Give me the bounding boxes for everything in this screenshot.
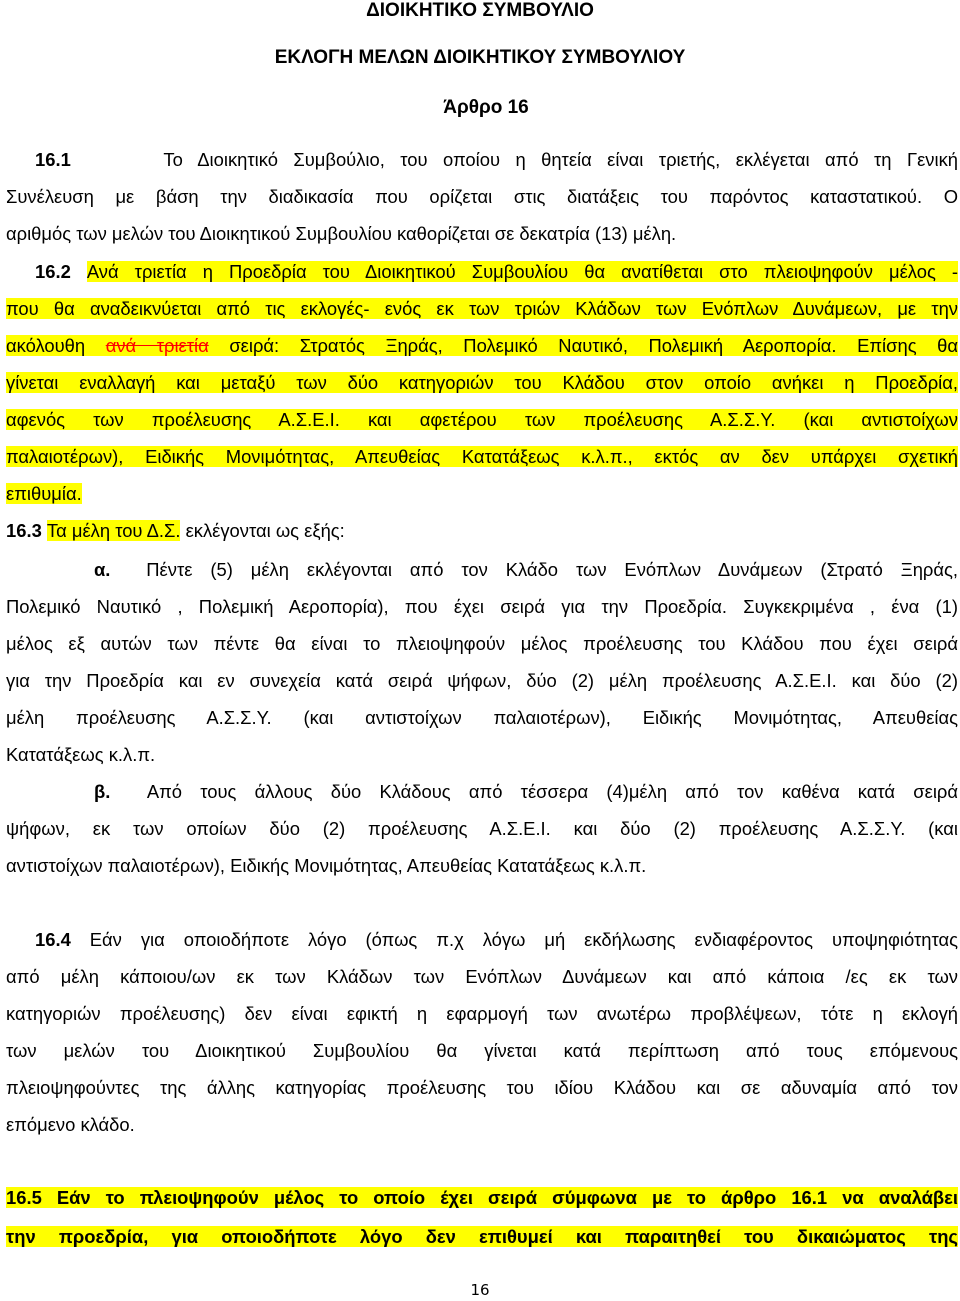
struck-text: ανά τριετία	[105, 335, 209, 356]
paragraph-16-2-line-4: γίνεται εναλλαγή και μεταξύ των δύο κατηγοριών του Κλάδου στον οποίο ανήκει η Προεδρία,	[6, 372, 958, 393]
item-a-line-1: α. Πέντε (5) μέλη εκλέγονται από τον Κλάδο των Ενόπλων Δυνάμεων (Στρατό Ξηράς,	[94, 559, 958, 580]
paragraph-16-2-line-1	[35, 260, 958, 284]
paragraph-16-4-line-2: από μέλη κάποιου/ων εκ των Κλάδων των Ενόπλων Δυνάμεων και από κάποια /ες εκ των	[6, 966, 958, 987]
paragraph-16-3-line-1: 16.3 Τα μέλη του Δ.Σ. εκλέγονται ως εξής:	[6, 520, 345, 541]
item-label-b: β.	[94, 781, 111, 802]
paragraph-16-4-line-3: κατηγοριών προέλευσης) δεν είναι εφικτή η εφαρμογή των ανωτέρω προβλέψεων, τότε η εκλογή	[6, 1003, 958, 1024]
highlighted-text: Ανά τριετία η Προεδρία του Διοικητικού Συμβουλίου θα ανατίθεται στο πλειοψηφούν μέλος -	[86, 261, 958, 282]
paragraph-16-2-line-6: παλαιοτέρων), Ειδικής Μονιμότητας, Απευθείας Κατατάξεως κ.λ.π., εκτός αν δεν υπάρχει σχετική	[6, 446, 958, 467]
item-b-line-2: ψήφων, εκ των οποίων δύο (2) προέλευσης Α.Σ.Ε.Ι. και δύο (2) προέλευσης Α.Σ.Σ.Υ. (και	[6, 818, 958, 839]
highlighted-text: Τα μέλη του Δ.Σ.	[46, 520, 181, 541]
paragraph-16-4-line-6: επόμενο κλάδο.	[6, 1114, 135, 1135]
clause-number-16-2: 16.2	[35, 261, 71, 282]
article-heading: Άρθρο 16	[443, 97, 529, 118]
highlighted-text: 16.5 Εάν το πλειοψηφούν μέλος το οποίο έχει σειρά σύμφωνα με το άρθρο 16.1 να αναλάβει	[6, 1187, 958, 1208]
item-a-line-6: Κατατάξεως κ.λ.π.	[6, 744, 156, 765]
document-title: ΔΙΟΙΚΗΤΙΚΟ ΣΥΜΒΟΥΛΙΟ	[366, 0, 594, 21]
item-a-line-2: Πολεμικό Ναυτικό , Πολεμική Αεροπορία), που έχει σειρά για την Προεδρία. Συγκεκριμένα , ένα (1)	[6, 596, 958, 617]
paragraph-16-5-line-1	[6, 1186, 958, 1210]
paragraph-16-2-line-2: που θα αναδεικνύεται από τις εκλογές- ενός εκ των τριών Κλάδων των Ενόπλων Δυνάμεων, με την	[6, 298, 958, 319]
clause-number-16-3: 16.3	[6, 520, 42, 541]
paragraph-16-1-line-3: αριθμός των μελών του Διοικητικού Συμβουλίου καθορίζεται σε δεκατρία (13) μέλη.	[6, 223, 677, 244]
paragraph-16-5-line-2: την προεδρία, για οποιοδήποτε λόγο δεν επιθυμεί και παραιτηθεί του δικαιώματος της	[6, 1226, 958, 1247]
paragraph-16-2-line-7: επιθυμία.	[6, 483, 82, 504]
paragraph-16-2-line-3: ακόλουθη ανά τριετία σειρά: Στρατός Ξηράς, Πολεμικό Ναυτικό, Πολεμική Αεροπορία. Επίσης θα	[6, 335, 959, 356]
item-a-line-4: για την Προεδρία και εν συνεχεία κατά σειρά ψήφων, δύο (2) μέλη προέλευσης Α.Σ.Ε.Ι. και δύο (2)	[6, 670, 958, 691]
clause-number-16-1: 16.1	[35, 149, 71, 170]
clause-number-16-4: 16.4	[35, 929, 71, 950]
item-b-line-3: αντιστοίχων παλαιοτέρων), Ειδικής Μονιμότητας, Απευθείας Κατατάξεως κ.λ.π.	[6, 855, 647, 876]
item-a-line-5: μέλη προέλευσης Α.Σ.Σ.Υ. (και αντιστοίχων παλαιοτέρων), Ειδικής Μονιμότητας, Απευθείας	[6, 707, 958, 728]
item-a-line-3: μέλος εξ αυτών των πέντε θα είναι το πλειοψηφούν μέλος προέλευσης του Κλάδου που έχει σειρά	[6, 633, 958, 654]
paragraph-16-2-line-5: αφενός των προέλευσης Α.Σ.Ε.Ι. και αφετέρου των προέλευσης Α.Σ.Σ.Υ. (και αντιστοίχων	[6, 409, 958, 430]
paragraph-16-1-line-1: 16.1 Το Διοικητικό Συμβούλιο, του οποίου η θητεία είναι τριετής, εκλέγεται από τη Γενική	[35, 149, 958, 170]
paragraph-16-4-line-4: των μελών του Διοικητικού Συμβουλίου θα γίνεται κατά περίπτωση από τους επόμενους	[6, 1040, 958, 1061]
paragraph-16-4-line-1: 16.4 Εάν για οποιοδήποτε λόγο (όπως π.χ λόγω μή εκδήλωσης ενδιαφέροντος υποψηφιότητας	[35, 929, 958, 950]
document-subtitle: ΕΚΛΟΓΗ ΜΕΛΩΝ ΔΙΟΙΚΗΤΙΚΟΥ ΣΥΜΒΟΥΛΙΟΥ	[274, 47, 686, 68]
paragraph-16-4-line-5: πλειοψηφούντες της άλλης κατηγορίας προέλευσης του ιδίου Κλάδου και σε αδυναμία από τον	[6, 1077, 958, 1098]
page-number: 16	[470, 1281, 490, 1299]
paragraph-16-1-line-2: Συνέλευση με βάση την διαδικασία που ορίζεται στις διατάξεις του παρόντος καταστατικού. Ο	[6, 186, 958, 207]
item-b-line-1: β. Από τους άλλους δύο Κλάδους από τέσσερα (4)μέλη από τον καθένα κατά σειρά	[94, 781, 958, 802]
item-label-a: α.	[94, 559, 111, 580]
